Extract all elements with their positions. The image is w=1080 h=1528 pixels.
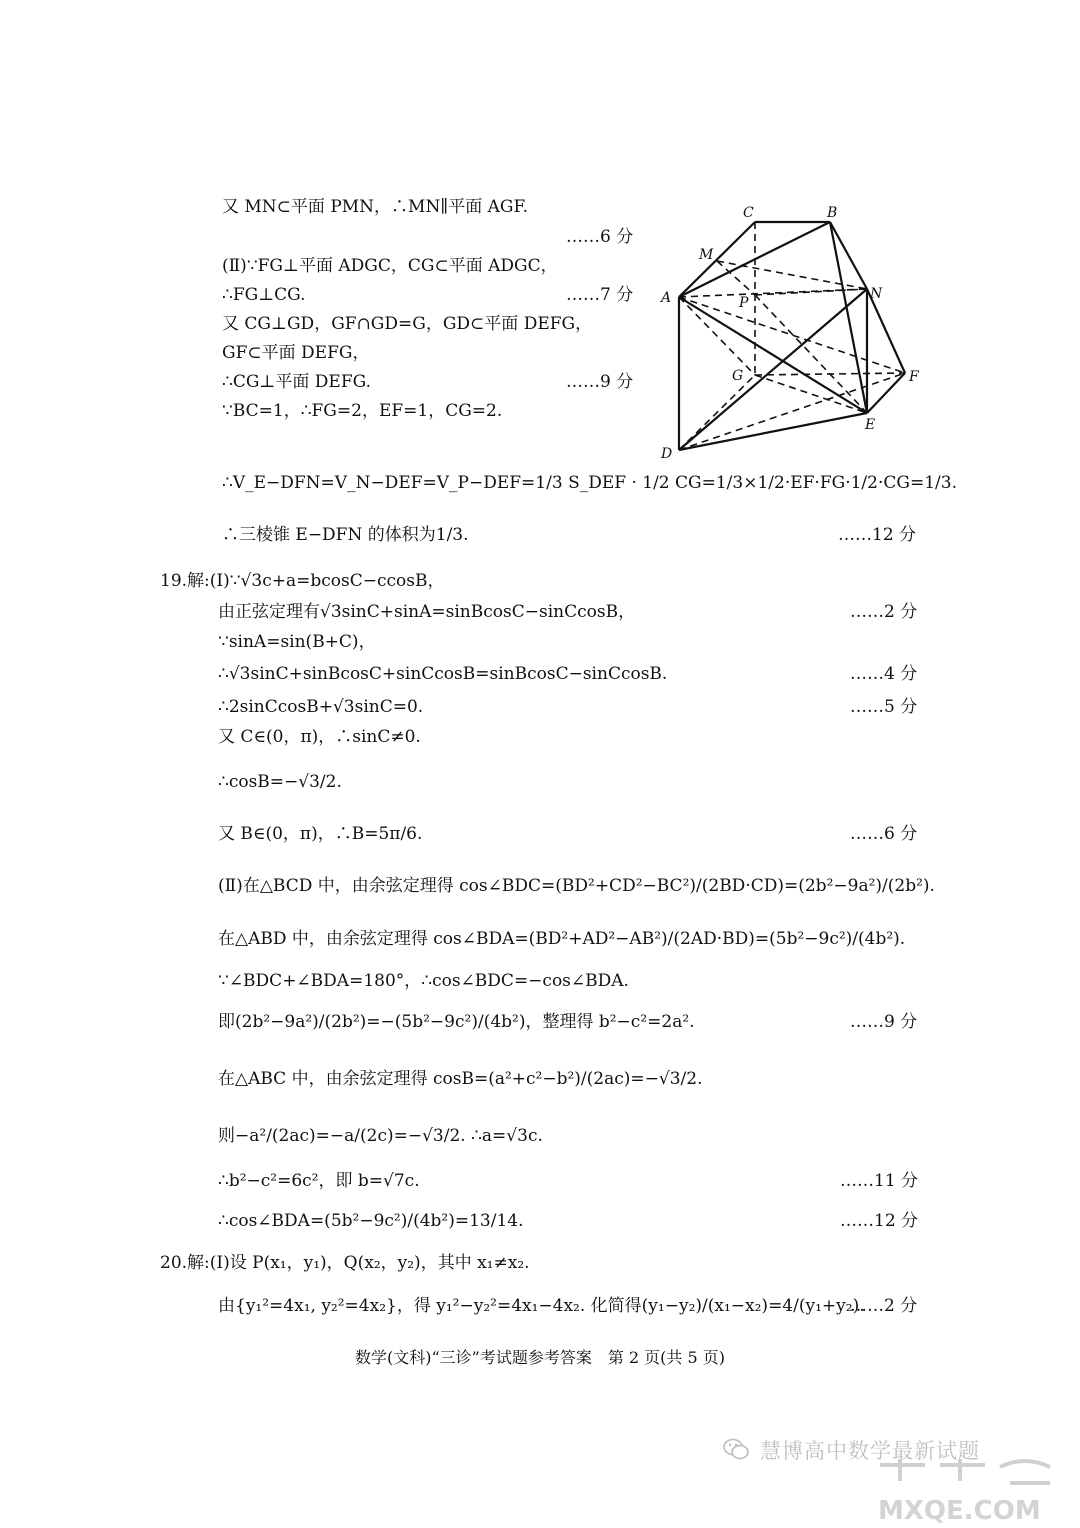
solution-line: 在△ABC 中，由余弦定理得 cosB=(a²+c²−b²)/(2ac)=−√3/2. xyxy=(218,1069,703,1089)
score-mark: ……2 分 xyxy=(850,602,918,622)
score-mark: ……4 分 xyxy=(850,664,918,684)
solution-line: 又 MN⊂平面 PMN，∴MN∥平面 AGF. xyxy=(222,197,528,217)
svg-text:MXQE.COM: MXQE.COM xyxy=(878,1496,1041,1525)
solution-line: GF⊂平面 DEFG， xyxy=(222,343,370,363)
score-mark: ……11 分 xyxy=(840,1171,919,1191)
score-mark: ……2 分 xyxy=(850,1296,918,1316)
solution-line: 又 C∈(0，π)，∴sinC≠0. xyxy=(218,727,421,747)
solution-line: 则−a²/(2ac)=−a/(2c)=−√3/2. ∴a=√3c. xyxy=(218,1126,543,1146)
label-d: D xyxy=(661,446,673,462)
solution-line: 即(2b²−9a²)/(2b²)=−(5b²−9c²)/(4b²)，整理得 b²−c²=2a². xyxy=(218,1012,695,1032)
solution-line: ∴cos∠BDA=(5b²−9c²)/(4b²)=13/14. xyxy=(218,1211,524,1231)
label-m: M xyxy=(699,247,714,263)
solution-line: ∴2sinCcosB+√3sinC=0. xyxy=(218,697,424,717)
score-mark: ……9 分 xyxy=(566,372,634,392)
score-mark: ……7 分 xyxy=(566,285,634,305)
solution-line: 在△ABD 中，由余弦定理得 cos∠BDA=(BD²+AD²−AB²)/(2AD·BD)=(5b²−9c²)/(4b²). xyxy=(218,929,906,949)
score-mark: ……6 分 xyxy=(850,824,918,844)
label-c: C xyxy=(743,205,754,221)
score-mark: ……6 分 xyxy=(566,227,634,247)
solution-line: ∴CG⊥平面 DEFG. xyxy=(222,372,372,392)
score-mark: ……5 分 xyxy=(850,697,918,717)
solution-line: ∴三棱锥 E−DFN 的体积为1/3. xyxy=(222,525,469,545)
solution-line: 20.解:(Ⅰ)设 P(x₁，y₁)，Q(x₂，y₂)，其中 x₁≠x₂. xyxy=(160,1253,530,1273)
solution-line: 又 B∈(0，π)，∴B=5π/6. xyxy=(218,824,423,844)
score-mark: ……9 分 xyxy=(850,1012,918,1032)
wechat-icon xyxy=(722,1437,750,1461)
solution-line: ∵BC=1，∴FG=2，EF=1，CG=2. xyxy=(222,401,503,421)
score-mark: ……12 分 xyxy=(840,1211,919,1231)
label-e: E xyxy=(865,417,876,433)
label-a: A xyxy=(661,290,672,306)
solution-line: (Ⅱ)∵FG⊥平面 ADGC，CG⊂平面 ADGC， xyxy=(222,256,558,276)
label-g: G xyxy=(732,368,744,384)
solution-line: ∵sinA=sin(B+C)， xyxy=(218,632,376,652)
score-mark: ……12 分 xyxy=(838,525,917,545)
solution-line: ∴FG⊥CG. xyxy=(222,285,306,305)
solution-line: (Ⅱ)在△BCD 中，由余弦定理得 cos∠BDC=(BD²+CD²−BC²)/(2BD·CD)=(2b²−9a²)/(2b²). xyxy=(218,876,935,896)
label-b: B xyxy=(827,205,838,221)
pyramid-figure xyxy=(655,195,930,465)
solution-line: 又 CG⊥GD，GF∩GD=G，GD⊂平面 DEFG， xyxy=(222,314,593,334)
solution-line: ∴b²−c²=6c²，即 b=√7c. xyxy=(218,1171,420,1191)
label-p: P xyxy=(739,295,749,311)
watermark-text: 慧博高中数学最新试题 xyxy=(760,1439,980,1463)
solution-line: ∵∠BDC+∠BDA=180°，∴cos∠BDC=−cos∠BDA. xyxy=(218,971,629,991)
solution-line: 由正弦定理有√3sinC+sinA=sinBcosC−sinCcosB， xyxy=(218,602,636,622)
page-footer: 数学(文科)“三诊”考试题参考答案 第 2 页(共 5 页) xyxy=(354,1348,726,1367)
solution-line: ∴V_E−DFN=V_N−DEF=V_P−DEF=1/3 S_DEF · 1/2 CG=1/3×1/2·EF·FG·1/2·CG=1/3. xyxy=(222,473,957,493)
watermark-logo xyxy=(870,1455,1060,1525)
label-n: N xyxy=(870,286,883,302)
label-f: F xyxy=(909,369,919,385)
solution-line: 由{y₁²=4x₁, y₂²=4x₂}，得 y₁²−y₂²=4x₁−4x₂. 化简得(y₁−y₂)/(x₁−x₂)=4/(y₁+y₂). xyxy=(218,1296,865,1316)
solution-line: ∴cosB=−√3/2. xyxy=(218,772,342,792)
solution-line: 19.解:(Ⅰ)∵√3c+a=bcosC−ccosB， xyxy=(160,571,445,591)
solution-line: ∴√3sinC+sinBcosC+sinCcosB=sinBcosC−sinCcosB. xyxy=(218,664,668,684)
